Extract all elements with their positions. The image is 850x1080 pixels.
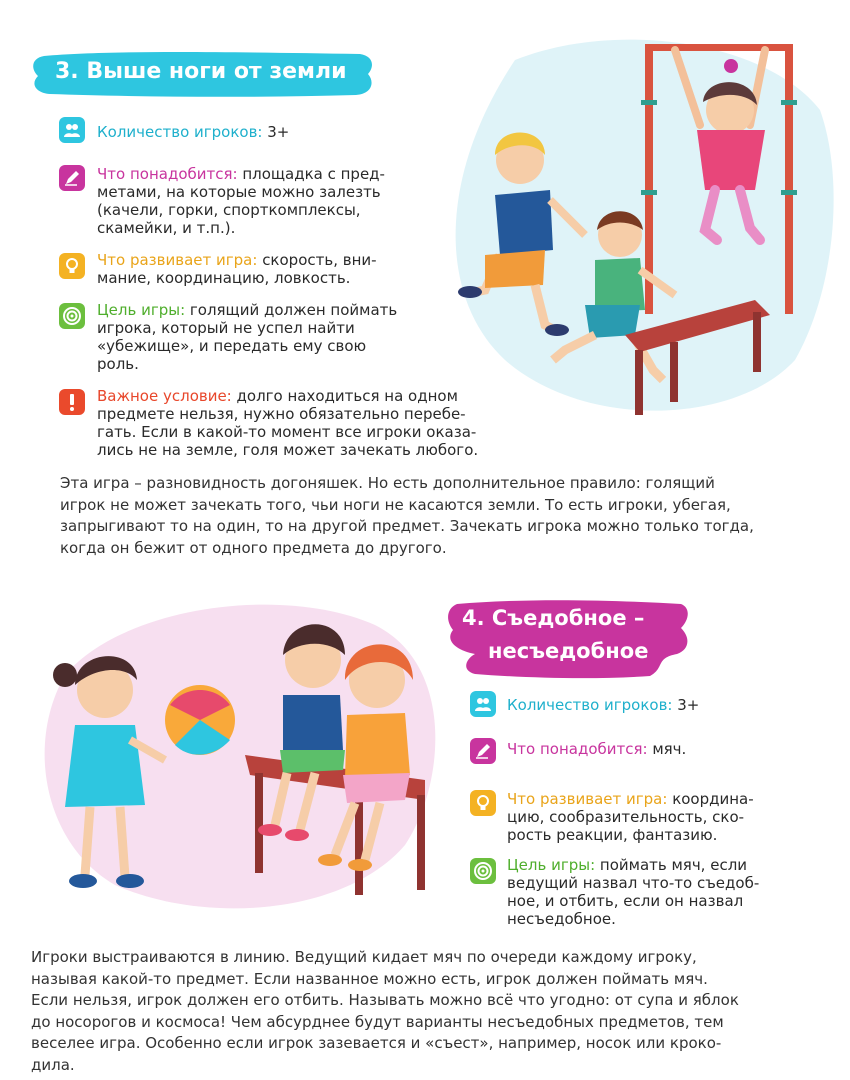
target-icon [59,303,85,329]
section3-rule: Важное условие: долго находиться на одном предмете нельзя, нужно обязательно перебе- гать. Если в какой-то момент все игроки оказа- лись не на земле, голя может зачекать любого. [97,387,479,459]
section3-develops: Что развивает игра: скорость, вни- мание, координацию, ловкость. [97,251,377,287]
section4-needs: Что понадобится: мяч. [507,740,687,758]
develops-label: Что развивает игра: [97,251,258,269]
section4-paragraph: Игроки выстраиваются в линию. Ведущий кидает мяч по очереди каждому игроку, называя какой-то предмет. Если названное можно есть, игрок должен поймать мяч. Если нельзя, игрок должен его отбить. Называть можно всё что угодно: от супа и яблок до носорогов и космоса! Чем абсурднее будут варианты несъедобных предметов, тем веселее игра. Особенно если игрок зазевается и «съест», например, носок или кроко- дила. [31,948,739,1074]
children-ball-game-illustration [25,585,450,925]
needs-label: Что понадобится: [507,740,648,758]
lightbulb-icon [470,790,496,816]
players-label: Количество игроков: [97,123,263,141]
develops-label: Что развивает игра: [507,790,668,808]
players-icon [470,691,496,717]
pencil-icon [59,165,85,191]
goal-label: Цель игры: [507,856,596,874]
section4-title-line1: 4. Съедобное – [462,606,645,630]
section4-goal: Цель игры: поймать мяч, если ведущий назвал что-то съедоб- ное, и отбить, если он назвал несъедобное. [507,856,760,928]
section4-develops: Что развивает игра: координа- цию, сообразительность, ско- рость реакции, фантазию. [507,790,754,844]
section3-title: 3. Выше ноги от земли [55,59,347,84]
rule-label: Важное условие: [97,387,232,405]
exclamation-icon [59,389,85,415]
section4-title-line2: несъедобное [488,639,649,663]
goal-label: Цель игры: [97,301,186,319]
children-playing-tag-illustration [435,30,835,425]
players-label: Количество игроков: [507,696,673,714]
target-icon [470,858,496,884]
section4-players: Количество игроков: 3+ [507,696,700,714]
needs-label: Что понадобится: [97,165,238,183]
lightbulb-icon [59,253,85,279]
pencil-icon [470,738,496,764]
section3-paragraph: Эта игра – разновидность догоняшек. Но есть дополнительное правило: голящий игрок не может зачекать того, чьи ноги не касаются земли. То есть игроки, убегая, запрыгивают то на один, то на другой предмет. Зачекать игрока можно только тогда, когда он бежит от одного предмета до другого. [60,474,754,557]
players-icon [59,117,85,143]
section3-players: Количество игроков: 3+ [97,123,290,141]
section3-needs: Что понадобится: площадка с пред- метами, на которые можно залезть (качели, горки, спорткомплексы, скамейки, и т.п.). [97,165,385,237]
section3-goal: Цель игры: голящий должен поймать игрока, который не успел найти «убежище», и передать ему свою роль. [97,301,398,373]
